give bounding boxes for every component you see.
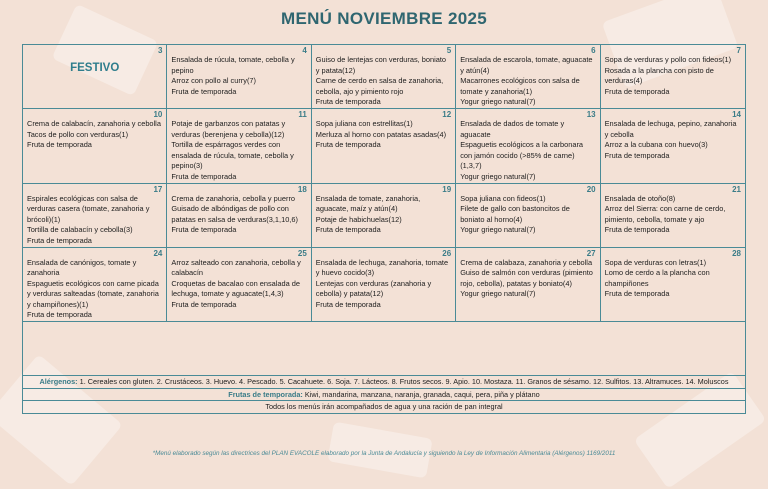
menu-dish: Yogur griego natural(7) [460, 225, 536, 235]
day-cell [167, 248, 311, 323]
menu-dish: Filete de gallo con bastoncitos de boniato al horno(4) [460, 204, 570, 224]
menu-dish: Ensalada de rúcula, tomate, cebolla y pepino [171, 55, 295, 75]
menu-dish: Arroz con pollo al curry(7) [171, 76, 257, 86]
menu-dish: Espirales ecológicas con salsa de verduras casera (tomate, zanahoria y brócoli)(1) [27, 193, 150, 224]
menu-dish: Ensalada de dados de tomate y aguacate [460, 118, 565, 139]
menu-dish: Fruta de temporada [604, 150, 670, 160]
menu-dish: Lomo de cerdo a la plancha con champiñones [604, 268, 710, 288]
day-number: 7 [736, 46, 741, 55]
allergens-label: Alérgenos: [39, 377, 78, 386]
day-cell [312, 248, 456, 323]
day-cell [601, 184, 745, 248]
day-number: 28 [732, 248, 741, 258]
day-cell [312, 109, 456, 184]
day-number: 10 [153, 109, 163, 119]
menu-dish: Ensalada de otoño(8) [604, 193, 676, 203]
allergens-list: 1. Cereales con gluten. 2. Crustáceos. 3. Huevo. 4. Pescado. 5. Cacahuete. 6. Soja. 7. Lácteos. 8. Frutos secos. 9. Apio. 10. Mostaza. 11. Granos de sésamo. 12. Sulfitos. 13. Altramuces. 14. Moluscos [77, 377, 729, 386]
menu-dish: Fruta de temporada [315, 299, 381, 309]
day-number: 13 [586, 109, 596, 119]
menu-dish: Fruta de temporada [27, 235, 92, 245]
menu-dish: Ensalada de escarola, tomate, aguacate y atún(4) [460, 55, 593, 75]
menu-dish: Yogur griego natural(7) [460, 289, 536, 299]
day-number: 4 [302, 46, 307, 55]
day-cell [601, 248, 745, 323]
menu-dish: Sopa juliana con estrellitas(1) [315, 118, 413, 128]
day-cell [456, 45, 600, 109]
holiday-label: FESTIVO [70, 62, 120, 74]
menu-dish: Tacos de pollo con verduras(1) [27, 129, 129, 139]
day-number: 18 [297, 184, 307, 194]
menu-dish: Fruta de temporada [171, 225, 237, 235]
menu-dish: Fruta de temporada [315, 97, 381, 107]
menu-title: MENÚ NOVIEMBRE 2025 [281, 9, 487, 28]
menu-dish: Espaguetis ecológicos a la carbonara con jamón cocido (>85% de carne)(1,3,7) [460, 140, 584, 171]
menu-dish: Yogur griego natural(7) [460, 97, 536, 107]
menu-dish: Fruta de temporada [604, 289, 670, 299]
water-bread-note: Todos los menús irán acompañados de agua y una ración de pan integral [23, 400, 745, 413]
menu-dish: Ensalada de lechuga, zanahoria, tomate y huevo cocido(3) [315, 257, 449, 278]
menu-dish: Merluza al horno con patatas asadas(4) [315, 129, 447, 139]
day-number: 21 [732, 184, 741, 194]
day-cell [167, 45, 311, 109]
day-cell [312, 184, 456, 248]
day-number: 3 [157, 46, 163, 55]
menu-dish: Sopa de verduras y pollo con fideos(1) [604, 55, 732, 64]
menu-dish: Espaguetis ecológicos con carne picada y verduras salteadas (tomate, zanahoria y champiñones)(1) [27, 278, 159, 309]
menu-calendar-grid [22, 44, 746, 376]
seasonal-fruits-list: Kiwi, mandarina, manzana, naranja, granada, caqui, pera, piña y plátano [302, 389, 540, 399]
day-cell [601, 45, 745, 109]
menu-dish: Croquetas de bacalao con ensalada de lechuga, tomate y aguacate(1,4,3) [171, 278, 301, 299]
day-cell [601, 109, 745, 184]
menu-dish: Arroz del Sierra: con carne de cerdo, pimiento, cebolla, tomate y ajo [604, 204, 726, 224]
menu-dish: Ensalada de tomate, zanahoria, aguacate, maíz y atún(4) [315, 193, 421, 214]
menu-dish: Macarrones ecológicos con salsa de tomate y zanahoria(1) [460, 76, 580, 96]
menu-dish: Fruta de temporada [604, 86, 670, 96]
day-number: 17 [153, 184, 163, 194]
day-number: 14 [732, 109, 741, 119]
menu-dish: Ensalada de lechuga, pepino, zanahoria y cebolla [604, 118, 737, 139]
menu-dish: Tortilla de calabacín y cebolla(3) [27, 225, 133, 235]
menu-dish: Tortilla de espárragos verdes con ensalada de rúcula, tomate, cebolla y pepino(3) [171, 140, 294, 171]
day-number: 24 [153, 248, 163, 258]
menu-dish: Potaje de habichuelas(12) [315, 214, 402, 224]
menu-dish: Fruta de temporada [27, 310, 92, 320]
day-cell [23, 248, 167, 323]
menu-dish: Crema de calabaza, zanahoria y cebolla [460, 257, 593, 267]
day-number: 11 [298, 109, 307, 119]
day-number: 26 [442, 248, 452, 258]
day-number: 27 [586, 248, 596, 258]
day-cell [23, 184, 167, 248]
menu-dish: Fruta de temporada [315, 225, 381, 235]
day-cell [312, 45, 456, 109]
menu-dish: Crema de calabacín, zanahoria y cebolla [27, 118, 161, 128]
menu-dish: Fruta de temporada [27, 140, 92, 150]
menu-dish: Rosada a la plancha con pisto de verduras(4) [604, 65, 714, 86]
day-number: 6 [591, 46, 596, 55]
day-number: 12 [442, 109, 452, 119]
menu-dish: Guiso de lentejas con verduras, boniato y patata(12) [315, 55, 447, 75]
menu-dish: Sopa de verduras con letras(1) [604, 257, 707, 267]
day-number: 20 [586, 184, 596, 194]
day-number: 5 [446, 46, 452, 55]
menu-dish: Lentejas con verduras (zanahoria y cebolla) y patata(12) [315, 278, 432, 299]
menu-dish: Fruta de temporada [315, 140, 381, 150]
day-cell [456, 184, 600, 248]
menu-dish: Fruta de temporada [604, 225, 670, 235]
day-number: 19 [442, 184, 452, 194]
day-cell [456, 109, 600, 184]
menu-dish: Guiso de salmón con verduras (pimiento rojo, cebolla), patatas y boniato(4) [460, 268, 593, 288]
menu-dish: Fruta de temporada [171, 299, 237, 309]
menu-dish: Ensalada de canónigos, tomate y zanahoria [27, 257, 137, 278]
day-number: 25 [297, 248, 307, 258]
menu-dish: Fruta de temporada [171, 171, 237, 181]
menu-footer [22, 376, 746, 414]
menu-dish: Guisado de albóndigas de pollo con patatas en salsa de verduras(3,1,10,6) [171, 204, 298, 224]
menu-dish: Arroz a la cubana con huevo(3) [604, 140, 708, 150]
menu-dish: Sopa juliana con fideos(1) [460, 193, 546, 203]
menu-dish: Arroz salteado con zanahoria, cebolla y calabacín [171, 257, 301, 278]
plan-evacole-note: *Menú elaborado según las directrices del PLAN EVACOLE elaborado por la Junta de Andalucía y siguiendo la Ley de Información Alimentaria (Alérgenos) 1169/2011 [152, 450, 616, 457]
menu-dish: Fruta de temporada [171, 86, 237, 96]
seasonal-fruits-label: Frutas de temporada: [228, 389, 303, 399]
day-cell [23, 109, 167, 184]
day-cell [167, 184, 311, 248]
seasonal-fruits-row [23, 388, 745, 401]
menu-dish: Carne de cerdo en salsa de zanahoria, cebolla, ajo y pimiento rojo [315, 76, 444, 96]
menu-dish: Yogur griego natural(7) [460, 171, 536, 181]
allergens-row [23, 376, 745, 388]
menu-dish: Potaje de garbanzos con patatas y verduras (berenjena y cebolla)(12) [171, 118, 286, 139]
day-cell [456, 248, 600, 323]
menu-dish: Crema de zanahoria, cebolla y puerro [171, 193, 296, 203]
day-cell [23, 45, 167, 109]
day-cell [167, 109, 311, 184]
